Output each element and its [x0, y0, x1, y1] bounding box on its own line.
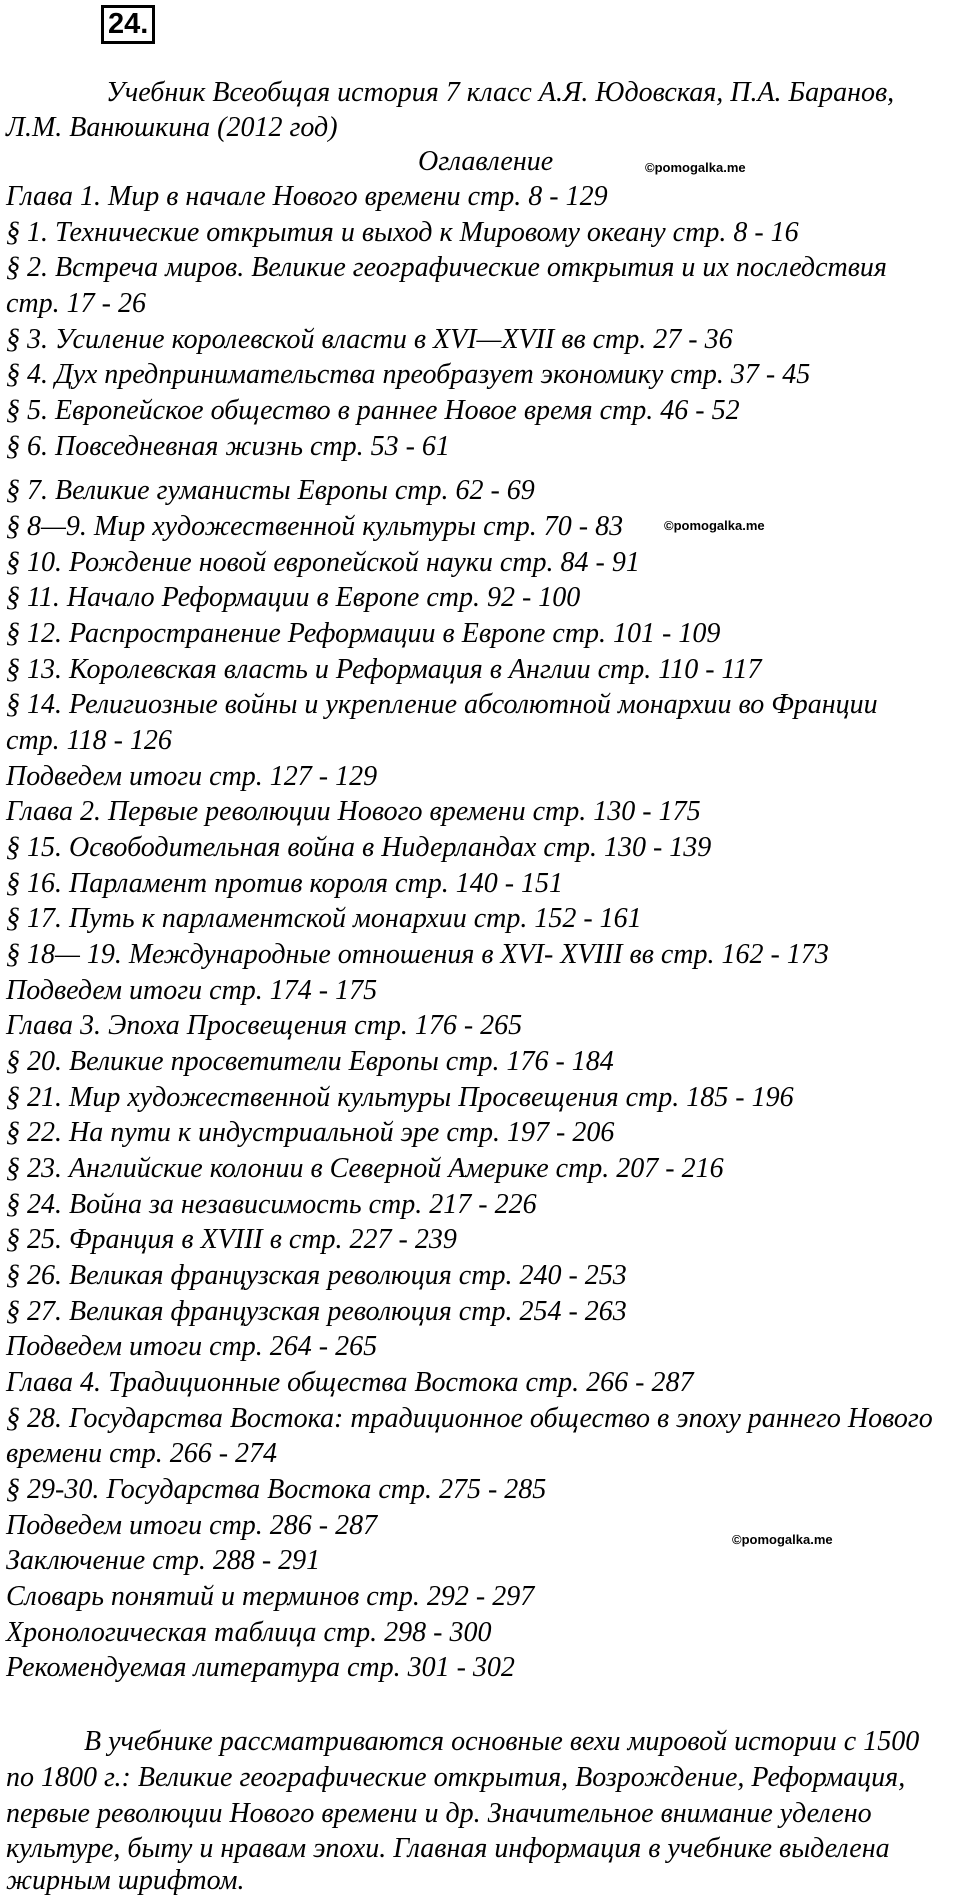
- toc-line: § 14. Религиозные войны и укрепление абсолютной монархии во Франции: [6, 689, 878, 720]
- toc-line: стр. 118 - 126: [6, 725, 172, 756]
- toc-line: § 7. Великие гуманисты Европы стр. 62 - 69: [6, 475, 535, 506]
- toc-line: § 20. Великие просветители Европы стр. 176 - 184: [6, 1046, 614, 1077]
- watermark: ©pomogalka.me: [645, 160, 746, 175]
- toc-line: § 23. Английские колонии в Северной Америке стр. 207 - 216: [6, 1153, 724, 1184]
- toc-line: § 13. Королевская власть и Реформация в Англии стр. 110 - 117: [6, 654, 762, 685]
- toc-line: § 11. Начало Реформации в Европе стр. 92 - 100: [6, 582, 581, 613]
- toc-line: § 16. Парламент против короля стр. 140 - 151: [6, 868, 564, 899]
- toc-line: § 26. Великая французская революция стр. 240 - 253: [6, 1260, 627, 1291]
- summary-line: первые революции Нового времени и др. Значительное внимание уделено: [6, 1798, 872, 1829]
- toc-line: Подведем итоги стр. 174 - 175: [6, 975, 378, 1006]
- toc-line: Подведем итоги стр. 286 - 287: [6, 1510, 378, 1541]
- toc-line: § 10. Рождение новой европейской науки стр. 84 - 91: [6, 547, 640, 578]
- toc-line: времени стр. 266 - 274: [6, 1438, 278, 1469]
- toc-line: Подведем итоги стр. 264 - 265: [6, 1331, 378, 1362]
- toc-line: Хронологическая таблица стр. 298 - 300: [6, 1617, 492, 1648]
- header-title-line-1: Учебник Всеобщая история 7 класс А.Я. Юдовская, П.А. Баранов,: [106, 77, 895, 108]
- toc-line: § 6. Повседневная жизнь стр. 53 - 61: [6, 431, 450, 462]
- toc-line: § 2. Встреча миров. Великие географические открытия и их последствия: [6, 252, 887, 283]
- toc-line: § 28. Государства Востока: традиционное общество в эпоху раннего Нового: [6, 1403, 933, 1434]
- toc-line: Подведем итоги стр. 127 - 129: [6, 761, 378, 792]
- toc-line: Глава 4. Традиционные общества Востока стр. 266 - 287: [6, 1367, 694, 1398]
- toc-line: § 8—9. Мир художественной культуры стр. 70 - 83: [6, 511, 624, 542]
- page-number-box: 24.: [101, 5, 155, 44]
- toc-line: § 22. На пути к индустриальной эре стр. 197 - 206: [6, 1117, 615, 1148]
- toc-line: § 25. Франция в XVIII в стр. 227 - 239: [6, 1224, 457, 1255]
- toc-line: Словарь понятий и терминов стр. 292 - 297: [6, 1581, 535, 1612]
- watermark: ©pomogalka.me: [732, 1532, 833, 1547]
- toc-line: § 21. Мир художественной культуры Просвещения стр. 185 - 196: [6, 1082, 794, 1113]
- toc-line: Глава 3. Эпоха Просвещения стр. 176 - 265: [6, 1010, 523, 1041]
- toc-line: § 18— 19. Международные отношения в XVI- XVIII вв стр. 162 - 173: [6, 939, 829, 970]
- toc-line: § 1. Технические открытия и выход к Мировому океану стр. 8 - 16: [6, 217, 799, 248]
- toc-title: Оглавление: [418, 146, 554, 177]
- watermark: ©pomogalka.me: [664, 518, 765, 533]
- toc-line: Глава 1. Мир в начале Нового времени стр. 8 - 129: [6, 181, 608, 212]
- toc-line: § 24. Война за независимость стр. 217 - 226: [6, 1189, 537, 1220]
- toc-line: Глава 2. Первые революции Нового времени стр. 130 - 175: [6, 796, 701, 827]
- toc-line: § 4. Дух предпринимательства преобразует экономику стр. 37 - 45: [6, 359, 811, 390]
- toc-line: стр. 17 - 26: [6, 288, 146, 319]
- toc-line: § 29-30. Государства Востока стр. 275 - 285: [6, 1474, 547, 1505]
- header-title-line-2: Л.М. Ванюшкина (2012 год): [6, 112, 338, 143]
- summary-line: по 1800 г.: Великие географические открытия, Возрождение, Реформация,: [6, 1762, 906, 1793]
- toc-line: § 12. Распространение Реформации в Европе стр. 101 - 109: [6, 618, 721, 649]
- toc-line: § 5. Европейское общество в раннее Новое время стр. 46 - 52: [6, 395, 740, 426]
- summary-line: В учебнике рассматриваются основные вехи мировой истории с 1500: [84, 1726, 920, 1757]
- toc-line: Рекомендуемая литература стр. 301 - 302: [6, 1652, 515, 1683]
- toc-line: § 15. Освободительная война в Нидерландах стр. 130 - 139: [6, 832, 712, 863]
- summary-line: культуре, быту и нравам эпохи. Главная информация в учебнике выделена: [6, 1833, 890, 1864]
- toc-line: § 17. Путь к парламентской монархии стр. 152 - 161: [6, 903, 642, 934]
- summary-line: жирным шрифтом.: [6, 1865, 245, 1896]
- toc-line: § 3. Усиление королевской власти в XVI—XVII вв стр. 27 - 36: [6, 324, 733, 355]
- toc-line: § 27. Великая французская революция стр. 254 - 263: [6, 1296, 627, 1327]
- toc-line: Заключение стр. 288 - 291: [6, 1545, 321, 1576]
